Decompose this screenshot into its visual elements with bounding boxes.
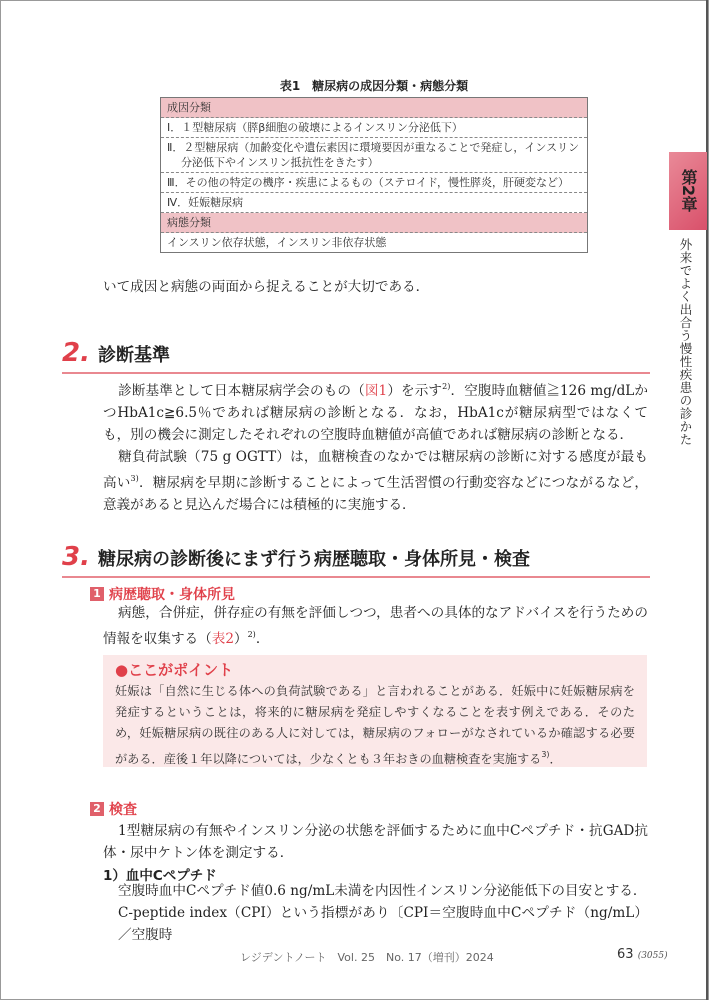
item-heading: 1）血中Cペプチド (103, 868, 217, 884)
chapter-tab (669, 152, 707, 230)
section-2-heading (62, 338, 650, 374)
section-number: 2. (62, 338, 90, 368)
paragraph: 1型糖尿病の有無やインスリン分泌の状態を評価するために血中Cペプチド・抗GAD抗体・尿中ケトン体を測定する． (103, 823, 648, 861)
table-row: Ⅰ．１型糖尿病（膵β細胞の破壊によるインスリン分泌低下） (161, 118, 588, 138)
subsection-heading: 1 病歴聴取・身体所見 (90, 584, 235, 604)
section-title: 糖尿病の診断後にまず行う病歴聴取・身体所見・検査 (98, 549, 530, 570)
table-row: Ⅲ．その他の特定の機序・疾患によるもの（ステロイド，慢性膵炎，肝硬変など） (161, 173, 588, 193)
classification-table (160, 97, 588, 253)
page-edge (706, 0, 708, 1000)
point-body: 妊娠は「自然に生じる体への負荷試験である」と言われることがある．妊娠中に妊娠糖尿病を発症するということは，将来的に糖尿病を発症しやすくなることを表す例えである．そのため，妊娠糖尿病の既往のある人に対しては，糖尿病のフォローがなされているか確認する必要がある．産後１年以降については，少なくとも３年おきの血糖検査を実施する$^{3)}$． (115, 684, 635, 766)
paragraph: 空腹時血中Cペプチド値0.6 ng/mL未満を内因性インスリン分泌能低下の目安とする． C-peptide index（CPI）という指標があり〔CPI＝空腹時血中Cペプチド（ng/mL）／空腹時 (118, 883, 648, 943)
table-row: Ⅱ．２型糖尿病（加齢変化や遺伝素因に環境要因が重なることで発症し，インスリン分泌低下やインスリン抵抗性をきたす） (161, 138, 588, 173)
subsection-heading: 2 検査 (90, 799, 137, 819)
page-number: 63 (3055) (617, 947, 668, 962)
section-title: 診断基準 (98, 345, 170, 366)
section-3-heading (62, 542, 650, 578)
table-row: インスリン依存状態，インスリン非依存状態 (161, 233, 588, 253)
point-title: ●ここがポイント (115, 661, 234, 679)
section-number: 3. (62, 542, 90, 572)
table-header: 成因分類 (161, 98, 588, 118)
table-row: Ⅳ．妊娠糖尿病 (161, 193, 588, 213)
paragraph: 診断基準として日本糖尿病学会のもの（図1）を示す$^{2)}$．空腹時血糖値≧126 mg/dLかつHbA1c≧6.5％であれば糖尿病の診断となる．なお，HbA1cが糖尿病型ではなくても，別の機会に測定したそれぞれの空腹時血糖値が高値であれば糖尿病の診断となる． 糖負荷試験（75 g OGTT）は，血糖検査のなかでは糖尿病の診断に対する感度が最も高い$^{3)}$．糖尿病を早期に診断することによって生活習慣の行動変容などにつながるなど，意義があると見込んだ場合には積極的に実施する． (103, 382, 649, 513)
chapter-vertical-title: 外来でよく出合う慢性疾患の診かた (678, 238, 693, 446)
paragraph: 病態，合併症，併存症の有無を評価しつつ，患者への具体的なアドバイスを行うための情報を収集する（表2）$^{2)}$． (103, 605, 648, 647)
figure-link[interactable]: 図1 (364, 383, 388, 399)
chapter-label: 第2章 (679, 169, 698, 213)
intro-text: いて成因と病態の両面から捉えることが大切である． (103, 279, 430, 295)
table-header: 病態分類 (161, 213, 588, 233)
point-box (103, 655, 647, 767)
table-link[interactable]: 表2 (211, 631, 234, 647)
table-title: 表1 糖尿病の成因分類・病態分類 (279, 79, 469, 93)
footer-journal: レジデントノート Vol. 25 No. 17（増刊）2024 (240, 951, 494, 964)
